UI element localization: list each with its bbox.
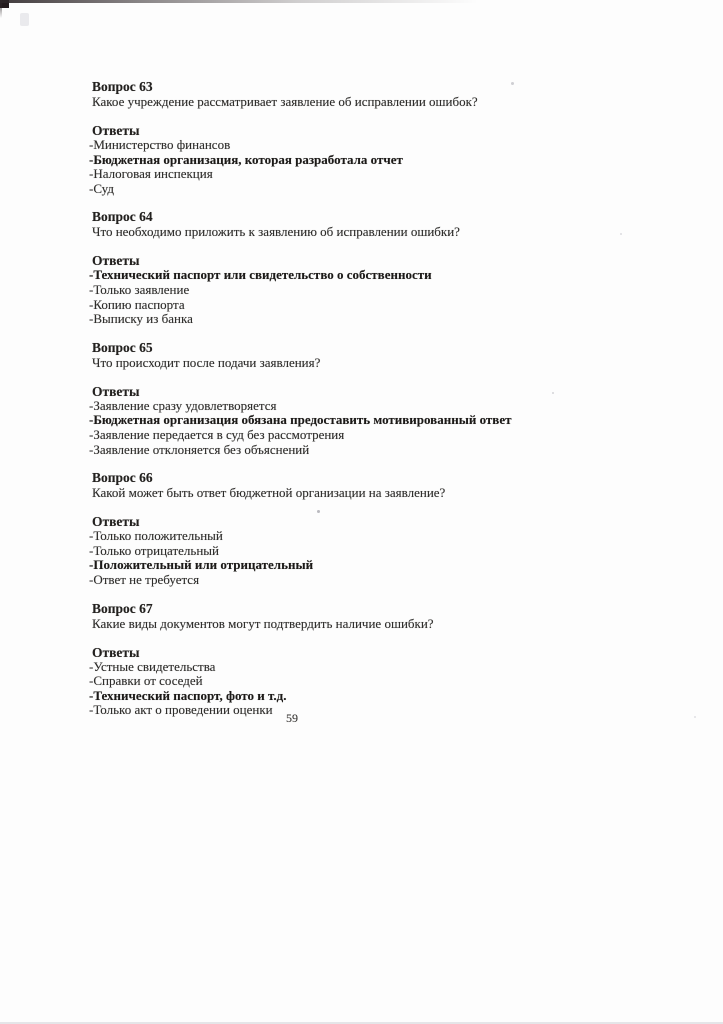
question-title: Вопрос 63 — [92, 79, 153, 94]
question-title: Вопрос 67 — [92, 600, 153, 616]
answer-option: -Устные свидетельства — [89, 658, 216, 674]
answer-option-correct: -Бюджетная организация, которая разработала отчет — [89, 151, 403, 167]
answer-option-correct: -Бюджетная организация обязана предоставить мотивированный ответ — [89, 412, 512, 428]
answer-option: -Выписку из банка — [89, 311, 193, 327]
question-text: Какие виды документов могут подтвердить наличие ошибки? — [92, 615, 434, 631]
answers-label: Ответы — [92, 253, 140, 269]
answer-option: -Только отрицательный — [89, 542, 219, 558]
question-block-66 — [89, 470, 629, 587]
question-title: Вопрос 66 — [92, 470, 153, 486]
answer-option-correct: -Технический паспорт, фото и т.д. — [89, 687, 287, 703]
answers-label: Ответы — [92, 383, 140, 399]
document-content — [89, 79, 629, 731]
answers-label: Ответы — [92, 123, 140, 138]
scan-artifact-top-edge — [0, 0, 478, 3]
scan-artifact-left-edge — [0, 0, 2, 18]
answer-option: -Заявление передается в суд без рассмотрения — [89, 426, 345, 442]
question-block-63 — [89, 79, 629, 196]
question-text: Какое учреждение рассматривает заявление об исправлении ошибок? — [92, 94, 478, 109]
question-title: Вопрос 64 — [92, 209, 153, 225]
answer-option-correct: -Технический паспорт или свидетельство о собственности — [89, 267, 432, 283]
answer-option: -Справки от соседей — [89, 673, 203, 689]
question-text: Что происходит после подачи заявления? — [92, 354, 321, 370]
question-block-65 — [89, 340, 629, 457]
question-block-64 — [89, 209, 629, 326]
answer-option: -Только положительный — [89, 528, 223, 544]
answer-option: -Копию паспорта — [89, 296, 185, 312]
scan-artifact-smudge — [20, 13, 29, 26]
answer-option: -Только акт о проведении оценки — [89, 702, 273, 718]
question-title: Вопрос 65 — [92, 339, 153, 355]
question-block-67 — [89, 601, 629, 718]
answer-option: -Заявление сразу удовлетворяется — [89, 397, 277, 413]
answer-option: -Заявление отклоняется без объяснений — [89, 441, 310, 457]
answer-option: -Налоговая инспекция — [89, 166, 213, 182]
answers-label: Ответы — [92, 514, 140, 530]
answer-option: -Только заявление — [89, 281, 190, 297]
answer-option: -Ответ не требуется — [89, 571, 200, 587]
answer-option: -Суд — [89, 180, 114, 196]
answers-label: Ответы — [92, 644, 140, 660]
question-text: Что необходимо приложить к заявлению об исправлении ошибки? — [92, 224, 460, 240]
answer-option-correct: -Положительный или отрицательный — [89, 557, 314, 573]
question-text: Какой может быть ответ бюджетной организации на заявление? — [92, 485, 446, 501]
scan-artifact-speck — [694, 716, 696, 718]
page-number: 59 — [286, 711, 298, 725]
answer-option: -Министерство финансов — [89, 137, 231, 152]
